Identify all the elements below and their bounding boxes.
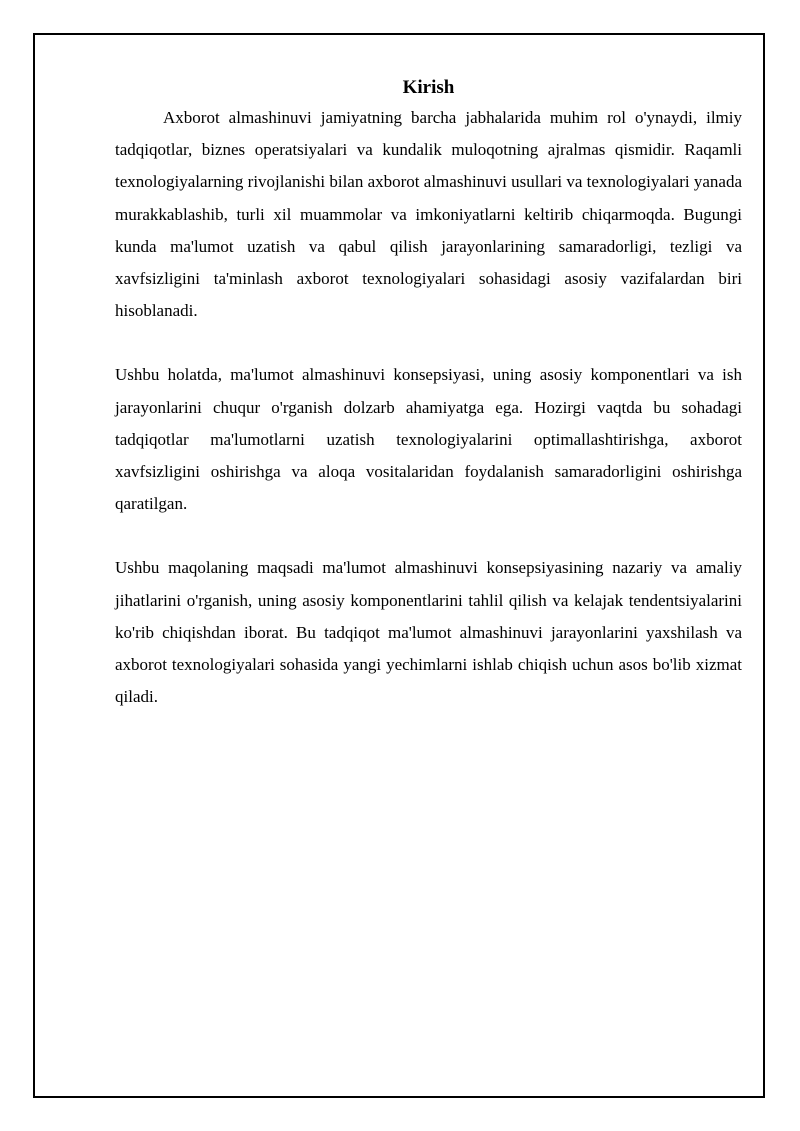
document-body <box>115 74 742 713</box>
paragraph-3: Ushbu maqolaning maqsadi ma'lumot almashinuvi konsepsiyasining nazariy va amaliy jihatlarini o'rganish, uning asosiy komponentlarini tahlil qilish va kelajak tendentsiyalarini ko'rib chiqishdan iborat. Bu tadqiqot ma'lumot almashinuvi jarayonlarini yaxshilash va axborot texnologiyalari sohasida yangi yechimlarni ishlab chiqish uchun asos bo'lib xizmat qiladi. <box>115 558 742 707</box>
document-title: Kirish <box>402 77 455 98</box>
paragraph-gap <box>115 520 742 552</box>
paragraph-2: Ushbu holatda, ma'lumot almashinuvi konsepsiyasi, uning asosiy komponentlari va ish jarayonlarini chuqur o'rganish dolzarb ahamiyatga ega. Hozirgi vaqtda bu sohadagi tadqiqotlar ma'lumotlarni uzatish texnologiyalarini optimallashtirishga, axborot xavfsizligini oshirishga va aloqa vositalaridan foydalanish samaradorligini oshirishga qaratilgan. <box>115 365 742 514</box>
paragraph-1: Axborot almashinuvi jamiyatning barcha jabhalarida muhim rol o'ynaydi, ilmiy tadqiqotlar, biznes operatsiyalari va kundalik muloqotning ajralmas qismidir. Raqamli texnologiyalarning rivojlanishi bilan axborot almashinuvi usullari va texnologiyalari yanada murakkablashib, turli xil muammolar va imkoniyatlarni keltirib chiqarmoqda. Bugungi kunda ma'lumot uzatish va qabul qilish jarayonlarining samaradorligi, tezligi va xavfsizligini ta'minlash axborot texnologiyalari sohasidagi asosiy vazifalardan biri hisoblanadi. <box>115 108 742 321</box>
paragraph-gap <box>115 327 742 359</box>
